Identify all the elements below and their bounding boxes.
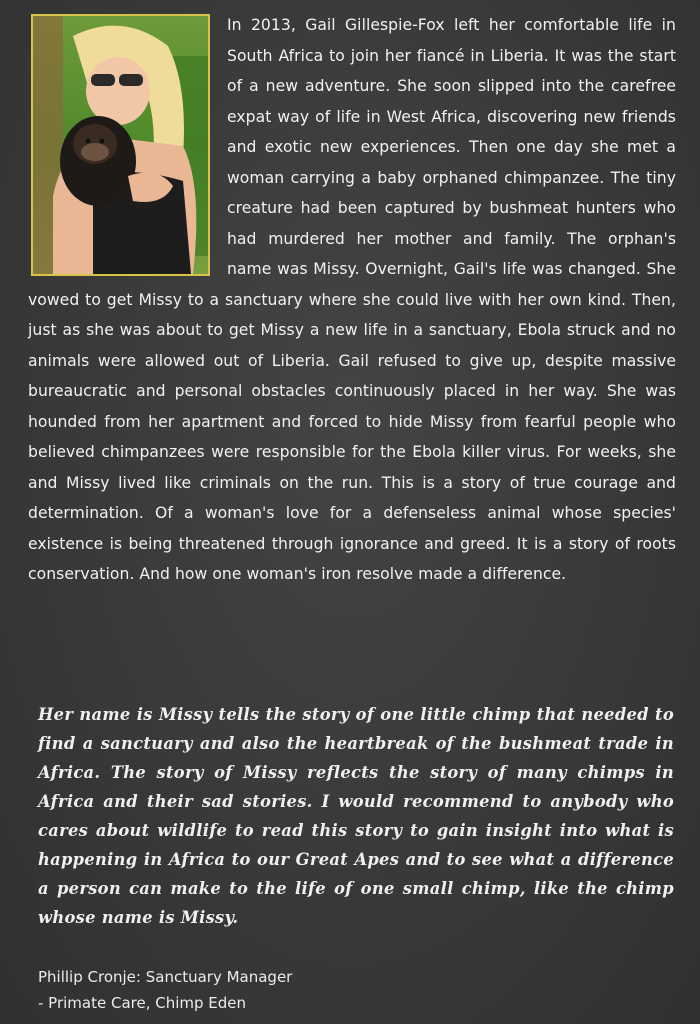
review-quote: Her name is Missy tells the story of one little chimp that needed to find a sanctuary and also the heartbreak of the bushmeat trade in Africa. The story of Missy reflects the story of many chimps in Africa and their sad stories. I would recommend to anybody who cares about wildlife to read this story to gain insight into what is happening in Africa to our Great Apes and to see what a difference a person can make to the life of one small chimp, like the chimp whose name is Missy. <box>38 705 674 927</box>
blurb-text: In 2013, Gail Gillespie-Fox left her comfortable life in South Africa to join her fiancé in Liberia. It was the start of a new adventure. She soon slipped into the carefree expat way of life in West Africa, discovering new friends and exotic new experiences. Then one day she met a woman carrying a baby orphaned chimpanzee. The tiny creature had been captured by bushmeat hunters who had murdered her mother and family. The orphan's name was Missy. Overnight, Gail's life was changed. She vowed to get Missy to a sanctuary where she could live with her own kind. Then, just as she was about to get Missy a new life in a sanctuary, Ebola struck and no animals were allowed out of Liberia. Gail refused to give up, despite massive bureaucratic and personal obstacles continuously placed in her way. She was hounded from her apartment and forced to hide Missy from fearful people who believed chimpanzees were responsible for the Ebola killer virus. For weeks, she and Missy lived like criminals on the run. This is a story of true courage and determination. Of a woman's love for a defenseless animal whose species' existence is being threatened through ignorance and greed. It is a story of roots conservation. And how one woman's iron resolve made a difference. <box>28 16 676 583</box>
attribution-organization: - Primate Care, Chimp Eden <box>38 994 247 1012</box>
review-attribution <box>38 964 558 1016</box>
back-cover-blurb <box>28 10 676 590</box>
photo-space <box>28 10 227 282</box>
attribution-name: Phillip Cronje: Sanctuary Manager <box>38 968 293 986</box>
